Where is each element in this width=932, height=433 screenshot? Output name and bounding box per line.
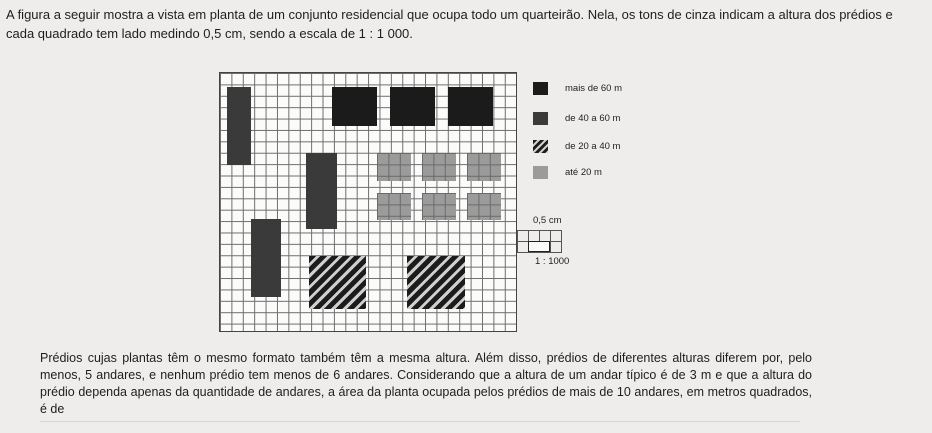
- building-hatched-1: [309, 256, 366, 309]
- legend-item: [533, 140, 673, 160]
- legend-label: de 20 a 40 m: [565, 141, 621, 152]
- building-gray-4: [377, 193, 411, 220]
- legend-item: [533, 112, 673, 132]
- scale-bottom-label: 1 : 1000: [535, 256, 570, 267]
- scale-top-label: 0,5 cm: [533, 215, 562, 226]
- legend-swatch-dark: [533, 112, 548, 125]
- building-tall-2: [306, 153, 337, 229]
- legend-item: [533, 82, 673, 102]
- legend-item: [533, 166, 673, 186]
- building-tall-1: [227, 87, 251, 165]
- building-gray-6: [467, 193, 501, 220]
- legend-swatch-black: [533, 82, 548, 95]
- scale-grid: [517, 230, 562, 253]
- scale-indicator: [517, 212, 587, 272]
- question-text: Prédios cujas plantas têm o mesmo formato também têm a mesma altura. Além disso, prédios de diferentes alturas diferem por, pelo menos, 5 andares, e nenhum prédio tem menos de 6 andares. Considerando que a altura de um andar típico é de 3 m e que a altura do prédio dependa apenas da quantidade de andares, a área da planta ocupada pelos prédios de mais de 10 andares, em metros quadrados, é de: [40, 351, 812, 416]
- scale-highlight: [528, 241, 550, 252]
- answer-line: [40, 421, 800, 422]
- intro-text: A figura a seguir mostra a vista em planta de um conjunto residencial que ocupa todo um quarteirão. Nela, os tons de cinza indicam a altura dos prédios e cada quadrado tem lado medindo 0,5 cm, sendo a escala de 1 : 1 000.: [6, 7, 893, 41]
- building-black-3: [448, 87, 493, 126]
- building-gray-5: [422, 193, 456, 220]
- building-black-2: [390, 87, 435, 126]
- building-gray-2: [422, 153, 456, 181]
- site-plan-grid: [219, 72, 517, 332]
- building-tall-3: [251, 219, 281, 297]
- building-hatched-2: [407, 256, 465, 309]
- building-gray-1: [377, 153, 411, 181]
- legend-swatch-gray: [533, 166, 548, 179]
- legend-label: mais de 60 m: [565, 83, 623, 94]
- building-gray-3: [467, 153, 501, 181]
- legend-label: até 20 m: [565, 167, 602, 178]
- legend-label: de 40 a 60 m: [565, 113, 621, 124]
- building-black-1: [332, 87, 377, 126]
- legend-swatch-hatched: [533, 140, 548, 153]
